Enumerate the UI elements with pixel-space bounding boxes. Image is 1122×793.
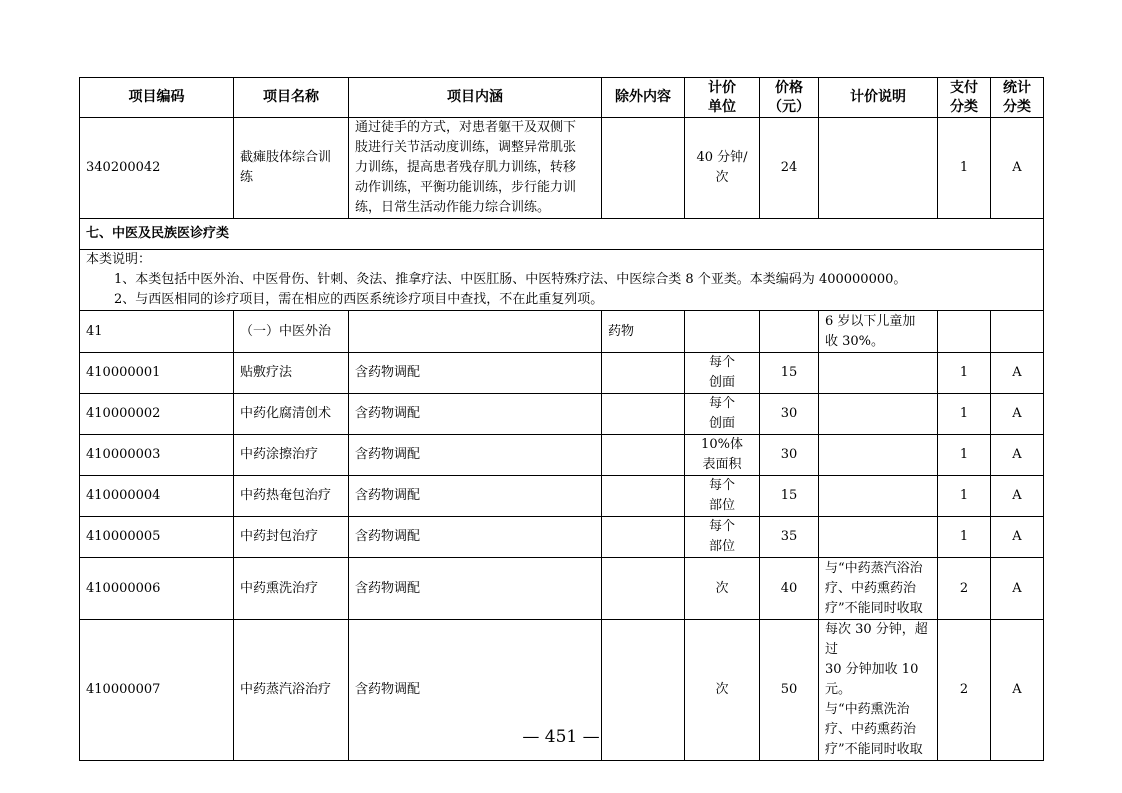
cell-stat: A — [991, 118, 1044, 219]
cell-code: 410000005 — [80, 517, 234, 558]
cell-note — [819, 435, 938, 476]
cell-stat: A — [991, 620, 1044, 761]
cell-name: 中药蒸汽浴治疗 — [234, 620, 349, 761]
cell-note — [819, 517, 938, 558]
cell-pay: 1 — [938, 118, 991, 219]
sub-category-row — [80, 311, 1044, 353]
cell-excluded: 药物 — [602, 311, 685, 353]
cell-content: 含药物调配 — [349, 435, 602, 476]
table-row — [80, 517, 1044, 558]
cell-excluded — [602, 394, 685, 435]
header-price: 价格 （元） — [760, 78, 819, 118]
table-row — [80, 353, 1044, 394]
cell-unit: 10%体 表面积 — [685, 435, 760, 476]
cell-price: 50 — [760, 620, 819, 761]
cell-code: 410000004 — [80, 476, 234, 517]
cell-name: 截瘫肢体综合训 练 — [234, 118, 349, 219]
cell-price: 24 — [760, 118, 819, 219]
cell-price: 15 — [760, 476, 819, 517]
cell-pay — [938, 311, 991, 353]
cell-content: 通过徒手的方式，对患者躯干及双侧下 肢进行关节活动度训练，调整异常肌张 力训练，提高患者残存肌力训练，转移 动作训练，平衡功能训练，步行能力训 练，日常生活动作能力综合训练。 — [349, 118, 602, 219]
cell-stat: A — [991, 435, 1044, 476]
cell-pay: 1 — [938, 435, 991, 476]
cell-note: 每次 30 分钟，超过 30 分钟加收 10 元。 与“中药熏洗治 疗、中药熏药治 疗”不能同时收取 — [819, 620, 938, 761]
header-excluded: 除外内容 — [602, 78, 685, 118]
table-row — [80, 118, 1044, 219]
header-content: 项目内涵 — [349, 78, 602, 118]
table-row — [80, 476, 1044, 517]
cell-pay: 1 — [938, 517, 991, 558]
cell-code: 410000006 — [80, 558, 234, 620]
cell-pay: 1 — [938, 353, 991, 394]
cell-name: 中药涂擦治疗 — [234, 435, 349, 476]
cell-note — [819, 394, 938, 435]
cell-excluded — [602, 353, 685, 394]
cell-stat — [991, 311, 1044, 353]
cell-content: 含药物调配 — [349, 620, 602, 761]
cell-excluded — [602, 435, 685, 476]
cell-pay: 1 — [938, 394, 991, 435]
cell-content: 含药物调配 — [349, 476, 602, 517]
cell-content: 含药物调配 — [349, 394, 602, 435]
cell-price: 35 — [760, 517, 819, 558]
cell-pay: 1 — [938, 476, 991, 517]
cell-note: 与“中药蒸汽浴治 疗、中药熏药治 疗”不能同时收取 — [819, 558, 938, 620]
cell-name: 中药封包治疗 — [234, 517, 349, 558]
cell-unit: 每个 创面 — [685, 353, 760, 394]
section-notes — [80, 250, 1044, 311]
cell-name: 中药熏洗治疗 — [234, 558, 349, 620]
cell-stat: A — [991, 394, 1044, 435]
cell-content: 含药物调配 — [349, 353, 602, 394]
header-unit: 计价 单位 — [685, 78, 760, 118]
cell-excluded — [602, 118, 685, 219]
note-2: 2、与西医相同的诊疗项目，需在相应的西医系统诊疗项目中查找，不在此重复列项。 — [114, 292, 604, 307]
section-title-row — [80, 219, 1044, 250]
cell-pay: 2 — [938, 558, 991, 620]
cell-name: 贴敷疗法 — [234, 353, 349, 394]
header-stat: 统计 分类 — [991, 78, 1044, 118]
cell-excluded — [602, 558, 685, 620]
cell-name: （一）中医外治 — [234, 311, 349, 353]
pricing-table — [79, 77, 1044, 761]
header-name: 项目名称 — [234, 78, 349, 118]
cell-price: 30 — [760, 394, 819, 435]
cell-pay: 2 — [938, 620, 991, 761]
cell-content: 含药物调配 — [349, 558, 602, 620]
cell-name: 中药热奄包治疗 — [234, 476, 349, 517]
cell-stat: A — [991, 558, 1044, 620]
cell-unit: 次 — [685, 558, 760, 620]
cell-note — [819, 118, 938, 219]
cell-name: 中药化腐清创术 — [234, 394, 349, 435]
cell-code: 41 — [80, 311, 234, 353]
cell-price: 30 — [760, 435, 819, 476]
section-title: 七、中医及民族医诊疗类 — [80, 219, 1044, 250]
cell-price: 40 — [760, 558, 819, 620]
cell-stat: A — [991, 517, 1044, 558]
header-code: 项目编码 — [80, 78, 234, 118]
cell-content — [349, 311, 602, 353]
cell-stat: A — [991, 476, 1044, 517]
table-row — [80, 435, 1044, 476]
cell-note — [819, 476, 938, 517]
header-pricing-note: 计价说明 — [819, 78, 938, 118]
table-row — [80, 558, 1044, 620]
section-notes-row — [80, 250, 1044, 311]
cell-note: 6 岁以下儿童加 收 30%。 — [819, 311, 938, 353]
cell-note — [819, 353, 938, 394]
header-row — [80, 78, 1044, 118]
cell-unit: 每个 部位 — [685, 517, 760, 558]
cell-excluded — [602, 476, 685, 517]
cell-code: 410000001 — [80, 353, 234, 394]
notes-title: 本类说明： — [86, 252, 152, 267]
cell-price — [760, 311, 819, 353]
cell-unit: 40 分钟/ 次 — [685, 118, 760, 219]
note-1: 1、本类包括中医外治、中医骨伤、针刺、灸法、推拿疗法、中医肛肠、中医特殊疗法、中医综合类 8 个亚类。本类编码为 400000000。 — [114, 272, 907, 287]
cell-code: 340200042 — [80, 118, 234, 219]
cell-unit: 每个 部位 — [685, 476, 760, 517]
header-pay: 支付 分类 — [938, 78, 991, 118]
cell-price: 15 — [760, 353, 819, 394]
cell-unit: 每个 创面 — [685, 394, 760, 435]
cell-code: 410000007 — [80, 620, 234, 761]
cell-excluded — [602, 517, 685, 558]
cell-stat: A — [991, 353, 1044, 394]
page-number: — 451 — — [522, 727, 600, 747]
cell-unit: 次 — [685, 620, 760, 761]
table-row — [80, 394, 1044, 435]
cell-code: 410000002 — [80, 394, 234, 435]
cell-content: 含药物调配 — [349, 517, 602, 558]
cell-code: 410000003 — [80, 435, 234, 476]
cell-unit — [685, 311, 760, 353]
